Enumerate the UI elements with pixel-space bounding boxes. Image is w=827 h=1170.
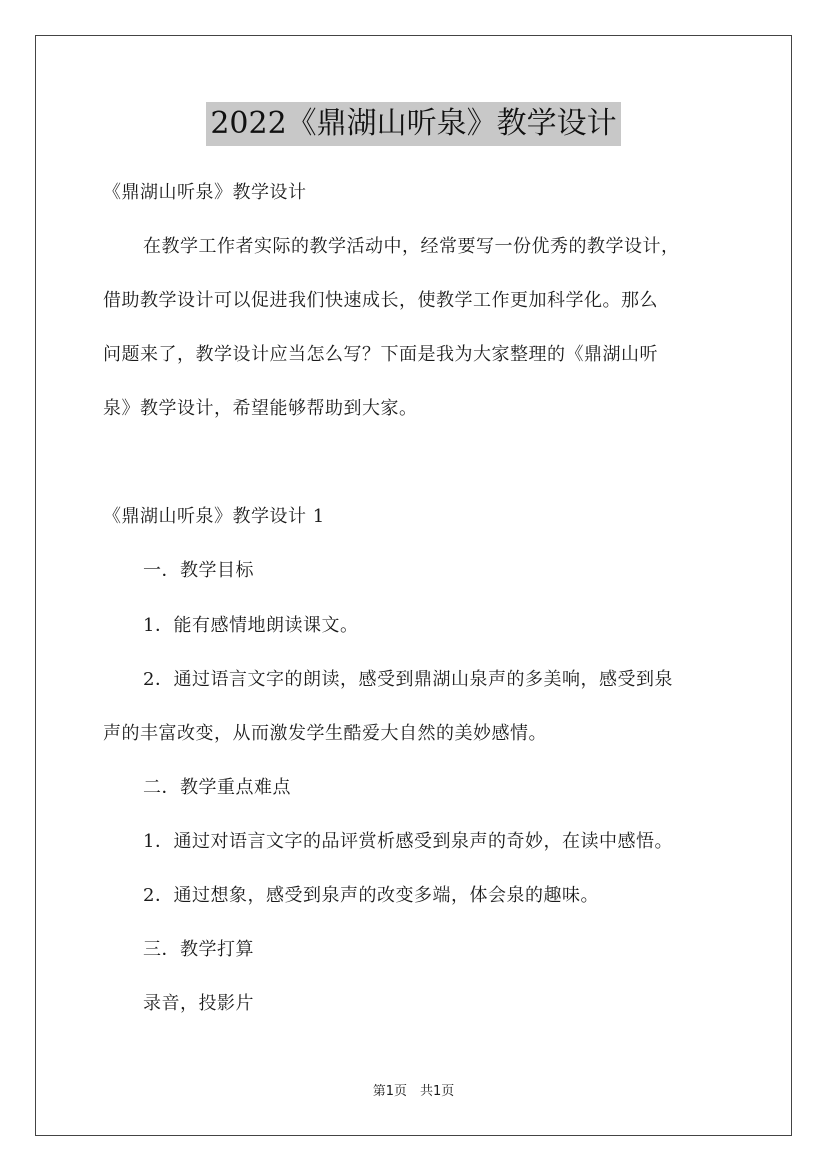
intro-line-1: 在教学工作者实际的教学活动中，经常要写一份优秀的教学设计， [143, 236, 680, 257]
body-line-1: 一．教学目标 [143, 560, 254, 581]
page-footer: 第1页 共1页 [372, 1084, 455, 1099]
section-heading: 《鼎湖山听泉》教学设计 1 [103, 506, 325, 527]
body-line-8: 三．教学打算 [143, 939, 254, 960]
body-line-3: 2．通过语言文字的朗读，感受到鼎湖山泉声的多美响，感受到泉 [143, 669, 673, 690]
body-line-7: 2．通过想象，感受到泉声的改变多端，体会泉的趣味。 [143, 885, 599, 906]
body-line-9: 录音，投影片 [143, 993, 254, 1014]
body-line-6: 1．通过对语言文字的品评赏析感受到泉声的奇妙，在读中感悟。 [143, 831, 673, 852]
intro-line-3: 问题来了，教学设计应当怎么写？下面是我为大家整理的《鼎湖山听 [103, 344, 658, 365]
document-title: 2022《鼎湖山听泉》教学设计 [206, 102, 620, 146]
body-line-2: 1．能有感情地朗读课文。 [143, 615, 359, 636]
title-container [0, 102, 827, 146]
subtitle-line: 《鼎湖山听泉》教学设计 [103, 182, 307, 203]
body-line-4: 声的丰富改变，从而激发学生酷爱大自然的美妙感情。 [103, 723, 547, 744]
intro-line-4: 泉》教学设计，希望能够帮助到大家。 [103, 398, 418, 419]
body-line-5: 二．教学重点难点 [143, 777, 291, 798]
intro-line-2: 借助教学设计可以促进我们快速成长，使教学工作更加科学化。那么 [103, 290, 658, 311]
